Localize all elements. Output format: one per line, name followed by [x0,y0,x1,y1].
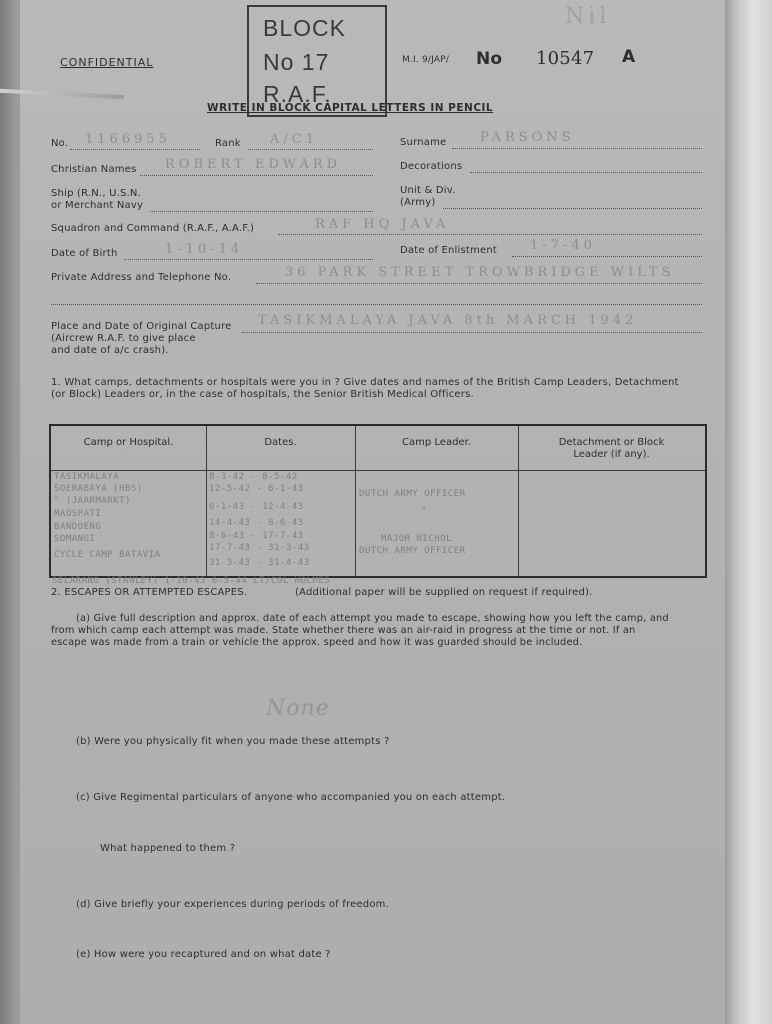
q2a-line2: from which camp each attempt was made. State whether there was an air-raid in progress at the time or not. If an [51,625,636,636]
table-row-dates: 6-1-43 - 12-4-43 [209,502,304,512]
unit-label-2: (Army) [400,197,436,208]
number-label: No [476,49,503,69]
form-suffix: A [622,47,636,67]
christian-names-line [140,175,373,176]
stamp-block-text: BLOCK [263,15,346,41]
squadron-label: Squadron and Command (R.A.F., A.A.F.) [51,223,255,234]
table-header-detachment-2: Leader (if any). [573,449,650,460]
capture-label-1: Place and Date of Original Capture [51,321,232,332]
no-label: No. [51,138,69,149]
table-row-camp: MAOSPATI [54,509,102,519]
decorations-label: Decorations [400,161,463,172]
christian-names-label: Christian Names [51,164,137,175]
q2b-text: (b) Were you physically fit when you made these attempts ? [76,736,390,747]
form-reference: M.I. 9/JAP/ [402,55,450,65]
table-row-camp: " (JAARMARKT) [54,496,131,506]
confidential-label: CONFIDENTIAL [60,56,154,69]
rank-value: A/C1 [270,132,318,147]
q2c-sub-text: What happened to them ? [100,843,236,854]
address-line [256,283,702,284]
address-line-2 [51,304,702,305]
table-col-divider [206,426,207,576]
surname-line [452,148,702,149]
table-row-leader: DUTCH ARMY OFFICER [359,489,466,499]
table-header-leader: Camp Leader. [402,437,471,448]
q2a-line3: escape was made from a train or vehicle the approx. speed and how it was guarded should be included. [51,637,583,648]
enlistment-value: 1-7-40 [530,238,596,253]
table-header-detachment: Detachment or Block [558,437,665,448]
q2e-text: (e) How were you recaptured and on what date ? [76,949,331,960]
unit-label-1: Unit & Div. [400,185,456,196]
table-row-camp: TASIKMALAYA [54,472,120,482]
table-header-camp: Camp or Hospital. [83,437,174,448]
stamp-raf-text: R.A.F. [263,81,332,107]
surname-value: PARSONS [480,130,575,145]
decorations-line [470,172,702,173]
rank-label: Rank [215,138,241,149]
no-line [70,149,200,150]
q2d-text: (d) Give briefly your experiences during periods of freedom. [76,899,389,910]
table-overflow-entry: SELARANG (STANLEY) 1-10-43 6-5-44 LT/COL HOLMES [52,576,331,586]
block-stamp [247,5,387,117]
q2-note: (Additional paper will be supplied on request if required). [295,587,593,598]
table-row-camp: CYCLE CAMP BATAVIA [54,550,161,560]
q2c-text: (c) Give Regimental particulars of anyone who accompanied you on each attempt. [76,792,506,803]
address-value: 36 PARK STREET TROWBRIDGE WILTS [285,265,675,280]
table-row-camp: BANDOENG [54,522,102,532]
table-row-camp: SOMANGI [54,534,96,544]
q2a-line1: (a) Give full description and approx. date of each attempt you made to escape, showing how you left the camp, and [76,613,669,624]
squadron-line [278,234,702,235]
table-row-leader: DUTCH ARMY OFFICER [359,546,466,556]
rank-line [248,149,373,150]
address-label: Private Address and Telephone No. [51,272,232,283]
christian-names-value: ROBERT EDWARD [165,157,342,172]
capture-label-2: (Aircrew R.A.F. to give place [51,333,196,344]
capture-line [242,332,702,333]
table-row-dates: 12-5-42 - 6-1-43 [209,484,304,494]
table-row-leader: MAJOR NICHOL [381,534,453,544]
table-row-dates: 17-7-43 - 31-3-43 [209,543,310,553]
dob-value: 1-10-14 [165,242,244,257]
table-row-leader: " [421,506,427,516]
surname-label: Surname [400,137,447,148]
table-row-dates: 14-4-43 - 8-6-43 [209,518,304,528]
corner-annotation: Nil [565,4,611,29]
stamp-number-text: No 17 [263,49,330,75]
ship-label-2: or Merchant Navy [51,200,144,211]
enlistment-line [512,256,702,257]
table-row-dates: 8-3-42 - 8-5-42 [209,472,298,482]
table-row-dates: 31-3-43 - 31-4-43 [209,558,310,568]
background-left-edge [0,0,20,1024]
unit-line [443,208,702,209]
capture-value: TASIKMALAYA JAVA 8th MARCH 1942 [258,313,638,328]
service-number-value: 1166955 [85,132,171,147]
ship-label-1: Ship (R.N., U.S.N. [51,188,141,199]
enlistment-label: Date of Enlistment [400,245,497,256]
q2-title: 2. ESCAPES OR ATTEMPTED ESCAPES. [51,587,248,598]
table-header-divider [51,470,705,471]
table-header-dates: Dates. [264,437,297,448]
q2a-answer: None [266,696,330,721]
dob-label: Date of Birth [51,248,118,259]
table-row-camp: SOERABAYA (HBS) [54,484,143,494]
squadron-value: RAF HQ JAVA [315,217,450,232]
form-instruction: WRITE IN BLOCK CAPITAL LETTERS IN PENCIL [207,102,494,114]
ship-line [150,211,373,212]
table-col-divider [355,426,356,576]
q1-text-line2: (or Block) Leaders or, in the case of hospitals, the Senior British Medical Officers. [51,389,474,400]
q1-text-line1: 1. What camps, detachments or hospitals were you in ? Give dates and names of the British Camp Leaders, Detachment [51,377,679,388]
page-stack-edge [725,0,772,1024]
table-row-dates: 8-6-43 - 17-7-43 [209,531,304,541]
form-number: 10547 [536,48,595,69]
capture-label-3: and date of a/c crash). [51,345,169,356]
dob-line [124,259,373,260]
camps-table [49,424,707,578]
